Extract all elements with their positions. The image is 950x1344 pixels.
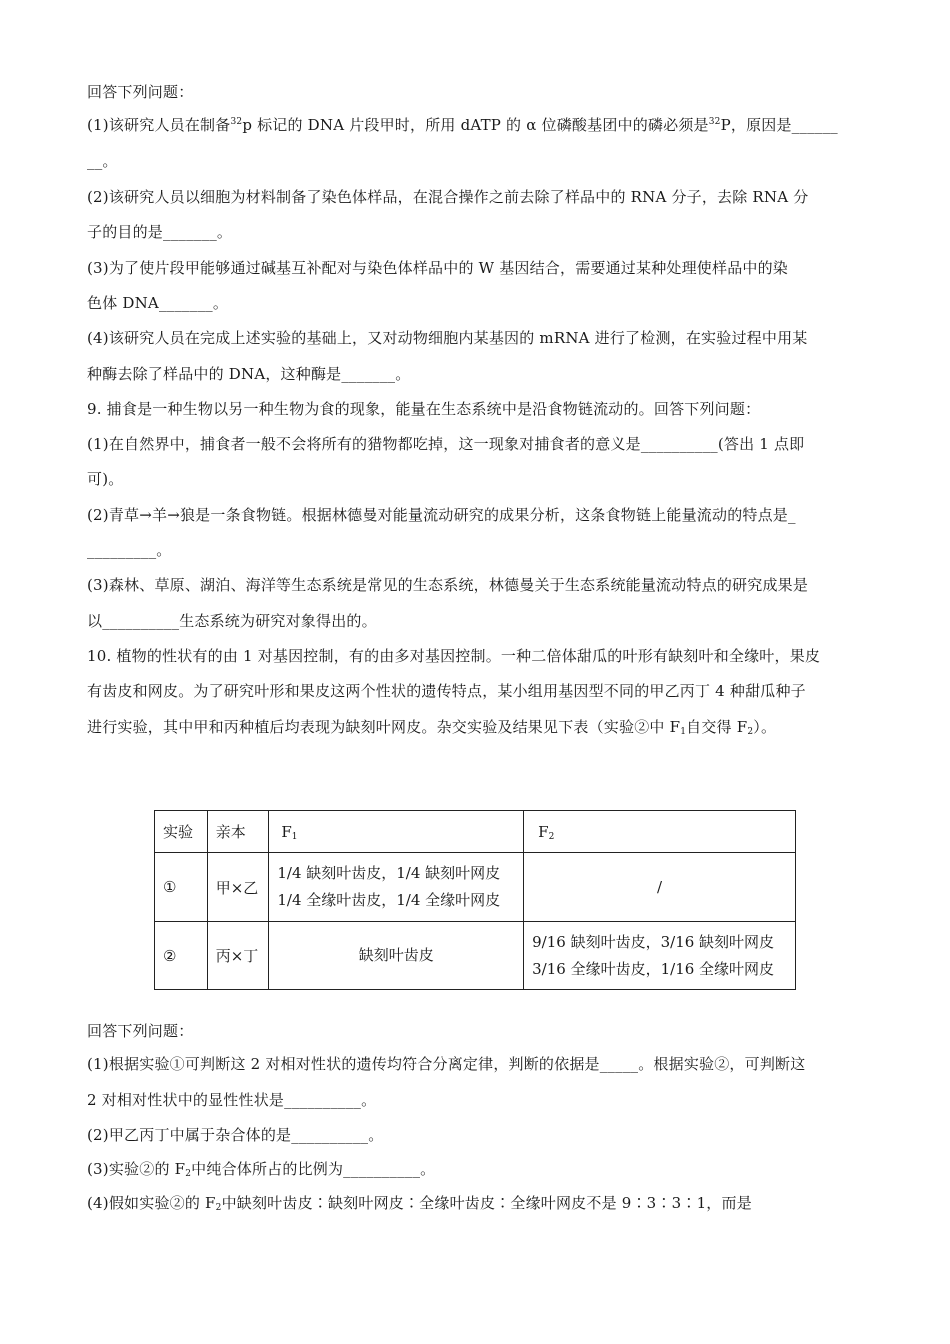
- q8-intro: 回答下列问题：: [87, 83, 194, 101]
- text-run: P，原因是______: [720, 116, 838, 134]
- superscript: 32: [708, 117, 721, 127]
- text-run: p 标记的 DNA 片段甲时，所用 dATP 的 α 位磷酸基团中的磷必须是: [242, 116, 709, 134]
- text-run: 中纯合体所占的比例为__________。: [191, 1160, 436, 1178]
- header-cell-f1: [269, 811, 524, 853]
- q10-stem-line2: 有齿皮和网皮。为了研究叶形和果皮这两个性状的遗传特点，某小组用基因型不同的甲乙丙丁 4 种甜瓜种子: [87, 682, 806, 700]
- q8-part1-line1: [87, 115, 838, 135]
- subscript: 1: [291, 831, 298, 842]
- header-cell-f2: [524, 811, 796, 853]
- text-run: 中缺刻叶齿皮∶缺刻叶网皮∶全缘叶齿皮∶全缘叶网皮不是 9∶3∶3∶1，而是: [221, 1194, 752, 1212]
- cell-f2: [524, 853, 796, 922]
- cell-f1: [269, 853, 524, 922]
- cell-experiment: ②: [155, 922, 208, 990]
- q10-part1-line2: 2 对相对性状中的显性性状是__________。: [87, 1091, 377, 1109]
- q9-part3-line1: (3)森林、草原、湖泊、海洋等生态系统是常见的生态系统，林德曼关于生态系统能量流动特点的研究成果是: [87, 576, 809, 594]
- subscript: 2: [215, 1203, 222, 1213]
- q10-stem-line1: 10. 植物的性状有的由 1 对基因控制，有的由多对基因控制。一种二倍体甜瓜的叶形有缺刻叶和全缘叶，果皮: [87, 647, 821, 665]
- cell-f1: [269, 922, 524, 990]
- q10-part4: [87, 1193, 752, 1213]
- table-row: [155, 853, 796, 922]
- text-run: F: [281, 822, 292, 841]
- subscript: 2: [548, 831, 555, 842]
- cross-experiment-table: [154, 810, 796, 990]
- q8-part2-line1: (2)该研究人员以细胞为材料制备了染色体样品，在混合操作之前去除了样品中的 RNA 分子，去除 RNA 分: [87, 188, 809, 206]
- q9-part3-line2: 以__________生态系统为研究对象得出的。: [87, 612, 377, 630]
- subscript: 2: [747, 727, 754, 737]
- cell-line: 9/16 缺刻叶齿皮，3/16 缺刻叶网皮: [532, 932, 775, 951]
- text-run: 进行实验，其中甲和丙种植后均表现为缺刻叶网皮。杂交实验及结果见下表（实验②中 F: [87, 718, 681, 736]
- q9-part1-line1: (1)在自然界中，捕食者一般不会将所有的猎物都吃掉，这一现象对捕食者的意义是__________(答出 1 点即: [87, 435, 805, 453]
- header-cell-parents: 亲本: [207, 811, 269, 853]
- header-cell-experiment: 实验: [155, 811, 208, 853]
- table-header-row: [155, 811, 796, 853]
- text-run: (4)假如实验②的 F: [87, 1194, 216, 1212]
- q10-part2: (2)甲乙丙丁中属于杂合体的是__________。: [87, 1126, 384, 1144]
- text-run: (3)实验②的 F: [87, 1160, 186, 1178]
- text-run: 自交得 F: [686, 718, 748, 736]
- q10-intro: 回答下列问题：: [87, 1022, 194, 1040]
- superscript: 32: [230, 117, 243, 127]
- table-row: [155, 922, 796, 990]
- cell-experiment: ①: [155, 853, 208, 922]
- cell-line: 缺刻叶齿皮: [358, 946, 434, 964]
- q8-part3-line2: 色体 DNA_______。: [87, 294, 229, 312]
- q10-stem-line3: [87, 717, 776, 737]
- q9-part1-line2: 可)。: [87, 470, 124, 488]
- cell-line: 1/4 全缘叶齿皮，1/4 全缘叶网皮: [277, 891, 501, 909]
- cell-parents: 甲×乙: [207, 853, 269, 922]
- text-run: F: [538, 822, 549, 841]
- q8-part1-line2: __。: [87, 152, 118, 170]
- cell-line: /: [657, 877, 663, 896]
- cell-line: 3/16 全缘叶齿皮，1/16 全缘叶网皮: [532, 959, 775, 978]
- cell-f2: [524, 922, 796, 990]
- cell-line: 1/4 缺刻叶齿皮，1/4 缺刻叶网皮: [277, 864, 501, 882]
- q9-part2-line2: _________。: [87, 541, 172, 559]
- q8-part2-line2: 子的目的是_______。: [87, 223, 233, 241]
- q8-part4-line1: (4)该研究人员在完成上述实验的基础上，又对动物细胞内某基因的 mRNA 进行了检测，在实验过程中用某: [87, 329, 808, 347]
- q10-part3: [87, 1159, 435, 1179]
- q8-part4-line2: 种酶去除了样品中的 DNA，这种酶是_______。: [87, 365, 411, 383]
- q10-part1-line1: (1)根据实验①可判断这 2 对相对性状的遗传均符合分离定律，判断的依据是_____。根据实验②，可判断这: [87, 1055, 806, 1073]
- q9-stem: 9. 捕食是一种生物以另一种生物为食的现象，能量在生态系统中是沿食物链流动的。回答下列问题：: [87, 400, 761, 418]
- text-run: (1)该研究人员在制备: [87, 116, 231, 134]
- q8-part3-line1: (3)为了使片段甲能够通过碱基互补配对与染色体样品中的 W 基因结合，需要通过某种处理使样品中的染: [87, 259, 789, 277]
- cell-parents: 丙×丁: [207, 922, 269, 990]
- subscript: 1: [680, 727, 687, 737]
- subscript: 2: [185, 1169, 192, 1179]
- text-run: ）。: [753, 718, 777, 736]
- q9-part2-line1: (2)青草→羊→狼是一条食物链。根据林德曼对能量流动研究的成果分析，这条食物链上能量流动的特点是_: [87, 506, 796, 524]
